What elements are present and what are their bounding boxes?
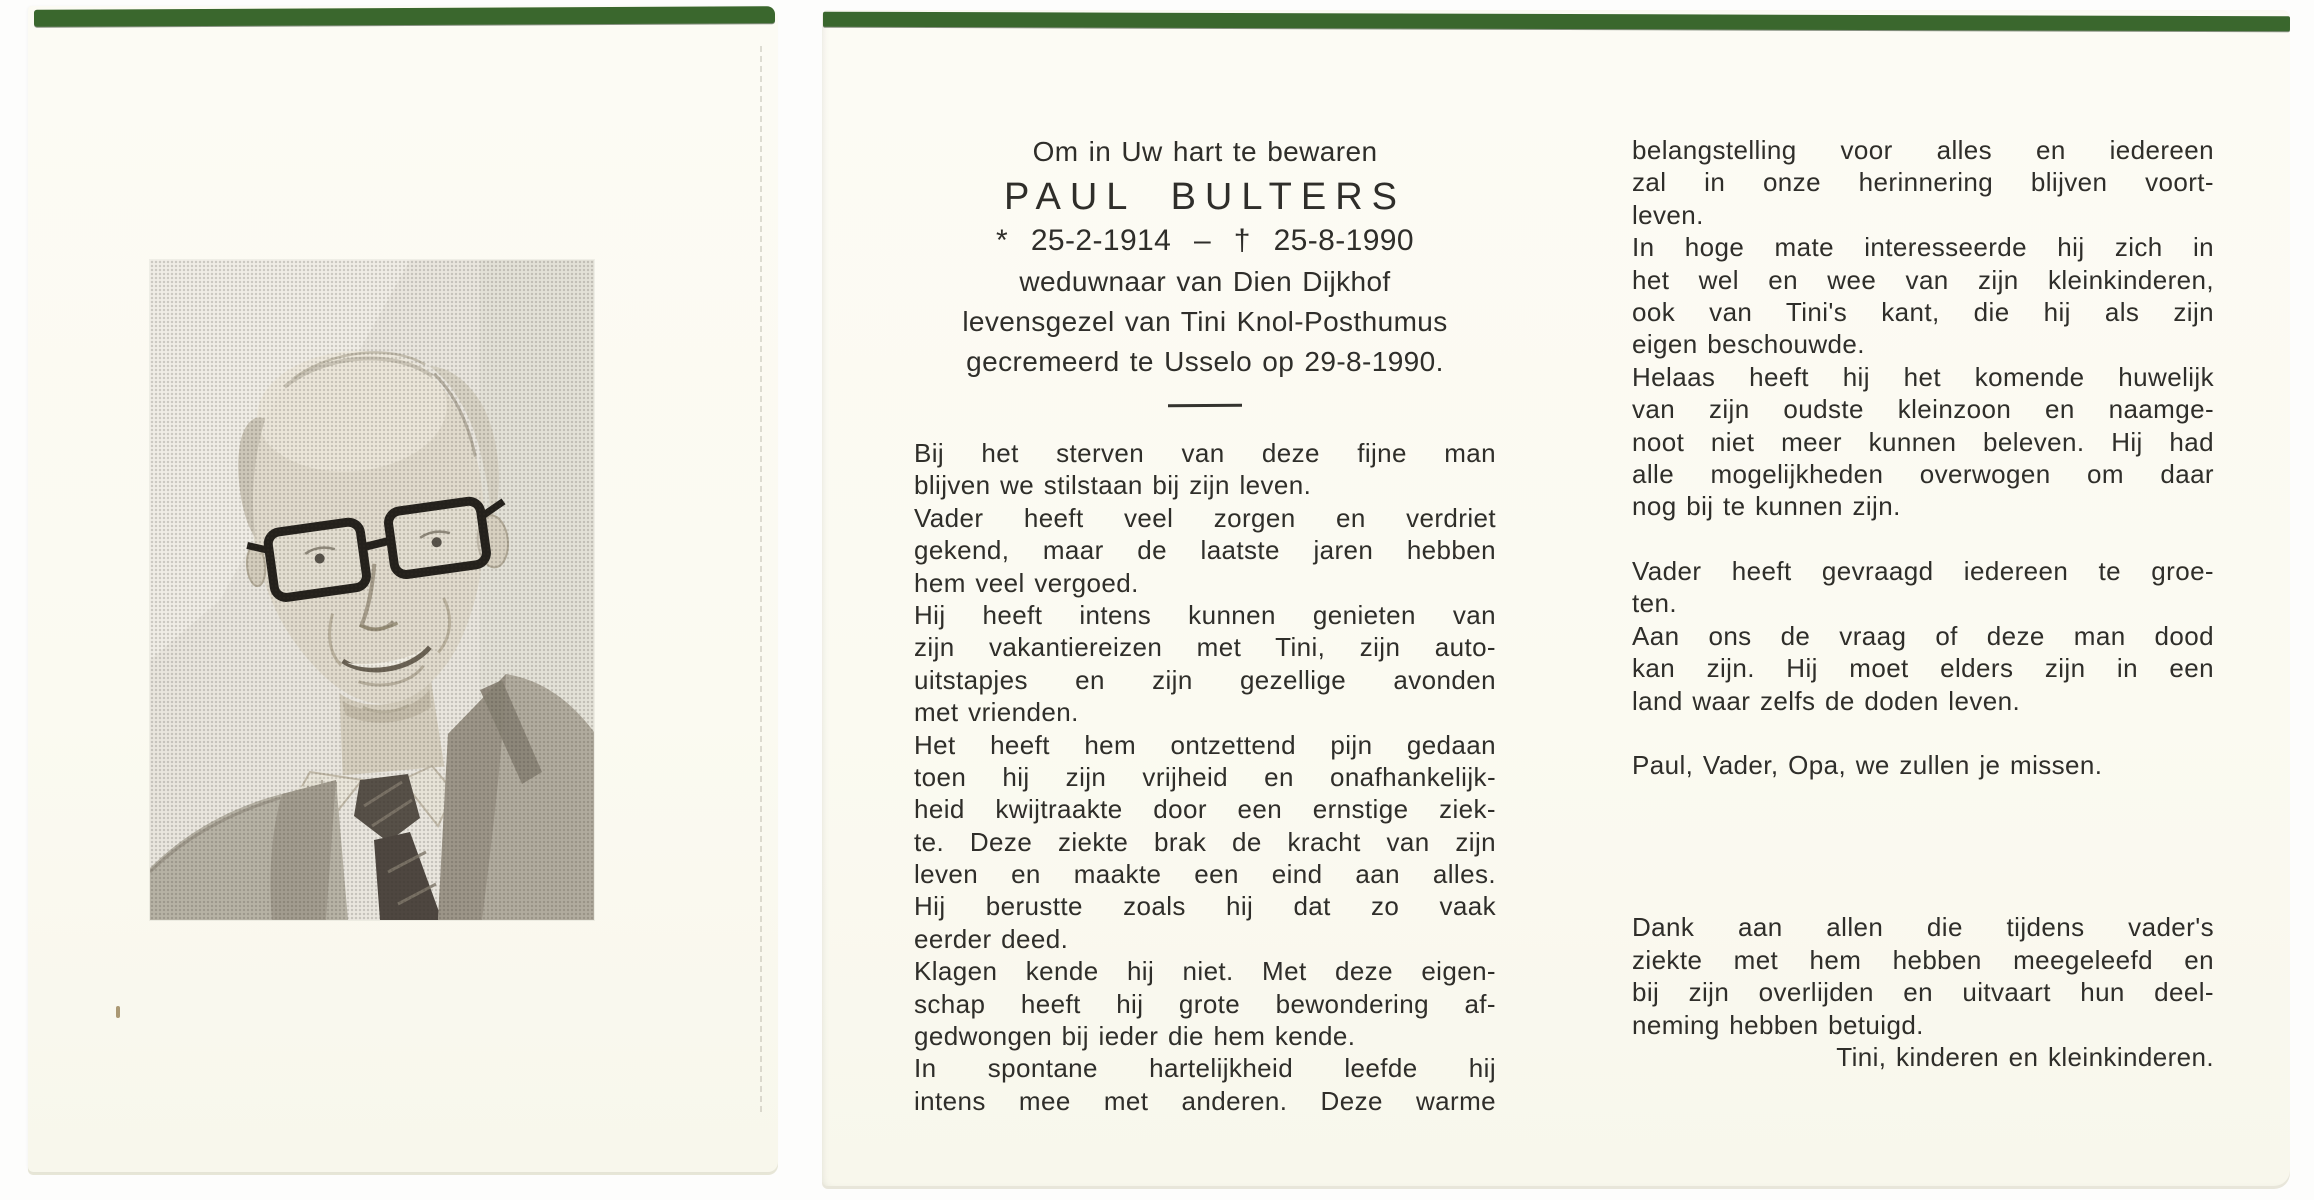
text-line: ook van Tini's kant, die hij als zijn: [1632, 296, 2214, 327]
section-divider: [1168, 404, 1242, 408]
text-line: nog bij te kunnen zijn.: [1632, 491, 1901, 522]
text-line: Klagen kende hij niet. Met deze eigen-: [914, 956, 1496, 987]
text-line: intens mee met anderen. Deze warme: [914, 1085, 1496, 1116]
text-line: zal in onze herinnering blijven voort-: [1632, 167, 2214, 198]
paper-speck: [116, 1006, 120, 1018]
text-line: van zijn oudste kleinzoon en naamge-: [1632, 394, 2214, 425]
text-line: noot niet meer kunnen beleven. Hij had: [1632, 426, 2214, 457]
text-line: ziekte met hem hebben meegeleefd en: [1632, 944, 2214, 975]
text-line: te. Deze ziekte brak de kracht van zijn: [914, 826, 1496, 857]
partner-line: levensgezel van Tini Knol-Posthumus: [962, 306, 1448, 337]
text-line: gekend, maar de laatste jaren hebben: [914, 535, 1496, 566]
keepsake-line: Om in Uw hart te bewaren: [1032, 136, 1378, 167]
text-line: eigen beschouwde.: [1632, 329, 1865, 360]
text-line: In hoge mate interesseerde hij zich in: [1632, 232, 2214, 263]
left-page: [28, 6, 778, 1172]
text-line: Hij heeft intens kunnen genieten van: [914, 599, 1496, 630]
spine-crease: [760, 46, 762, 1112]
text-line: neming hebben betuigd.: [1632, 1009, 1924, 1040]
text-line: het wel en wee van zijn kleinkinderen,: [1632, 264, 2214, 295]
text-line: kan zijn. Hij moet elders zijn in een: [1632, 653, 2214, 684]
text-line: ten.: [1632, 588, 1677, 619]
text-line: Helaas heeft hij het komende huwelijk: [1632, 361, 2214, 392]
deceased-name: PAUL BULTERS: [1003, 176, 1407, 218]
cremation-line: gecremeerd te Usselo op 29-8-1990.: [966, 346, 1444, 377]
text-line: eerder deed.: [914, 923, 1069, 954]
text-column-center: [914, 132, 1496, 1117]
portrait-illustration: [150, 260, 594, 920]
text-line: In spontane hartelijkheid leefde hij: [914, 1053, 1496, 1084]
text-line: hem veel vergoed.: [914, 567, 1139, 598]
text-line: bij zijn overlijden en uitvaart hun deel-: [1632, 977, 2214, 1008]
eulogy-text-part1: [914, 437, 1496, 1117]
text-line: Hij berustte zoals hij dat zo vaak: [914, 891, 1496, 922]
text-line: Vader heeft veel zorgen en verdriet: [914, 502, 1496, 533]
text-line: belangstelling voor alles en iedereen: [1632, 135, 2214, 165]
text-line: blijven we stilstaan bij zijn leven.: [914, 470, 1312, 501]
text-line: met vrienden.: [914, 697, 1079, 728]
text-line: heid kwijtraakte door een ernstige ziek-: [914, 794, 1496, 825]
text-line: Dank aan allen die tijdens vader's: [1632, 912, 2214, 943]
text-line: Tini, kinderen en kleinkinderen.: [1836, 1041, 2214, 1072]
text-line: land waar zelfs de doden leven.: [1632, 685, 2021, 716]
text-line: Paul, Vader, Opa, we zullen je missen.: [1632, 750, 2103, 781]
text-line: toen hij zijn vrijheid en onafhankelijk-: [914, 761, 1496, 792]
text-line: Bij het sterven van deze fijne man: [914, 438, 1496, 468]
text-line: Aan ons de vraag of deze man dood: [1632, 620, 2214, 651]
widower-line: weduwnaar van Dien Dijkhof: [1019, 266, 1391, 297]
text-line: zijn vakantiereizen met Tini, zijn auto-: [914, 632, 1496, 663]
memorial-header: [914, 132, 1496, 382]
cover-edge-strip: [34, 6, 775, 27]
text-line: uitstapjes en zijn gezellige avonden: [914, 664, 1496, 695]
cover-edge-strip: [823, 12, 2290, 32]
portrait-photo: [150, 260, 594, 920]
text-line: gedwongen bij ieder die hem kende.: [914, 1021, 1356, 1052]
eulogy-text-part2: [1632, 134, 2214, 1073]
text-line: Het heeft hem ontzettend pijn gedaan: [914, 729, 1496, 760]
birth-death-dates: * 25-2-1914 – † 25-8-1990: [996, 224, 1414, 257]
text-line: schap heeft hij grote bewondering af-: [914, 988, 1496, 1019]
text-line: leven.: [1632, 199, 1704, 230]
text-line: Vader heeft gevraagd iedereen te groe-: [1632, 556, 2214, 587]
text-line: alle mogelijkheden overwogen om daar: [1632, 458, 2214, 489]
right-page: [822, 10, 2290, 1186]
text-line: leven en maakte een eind aan alles.: [914, 859, 1496, 890]
text-column-right: [1632, 134, 2214, 1073]
